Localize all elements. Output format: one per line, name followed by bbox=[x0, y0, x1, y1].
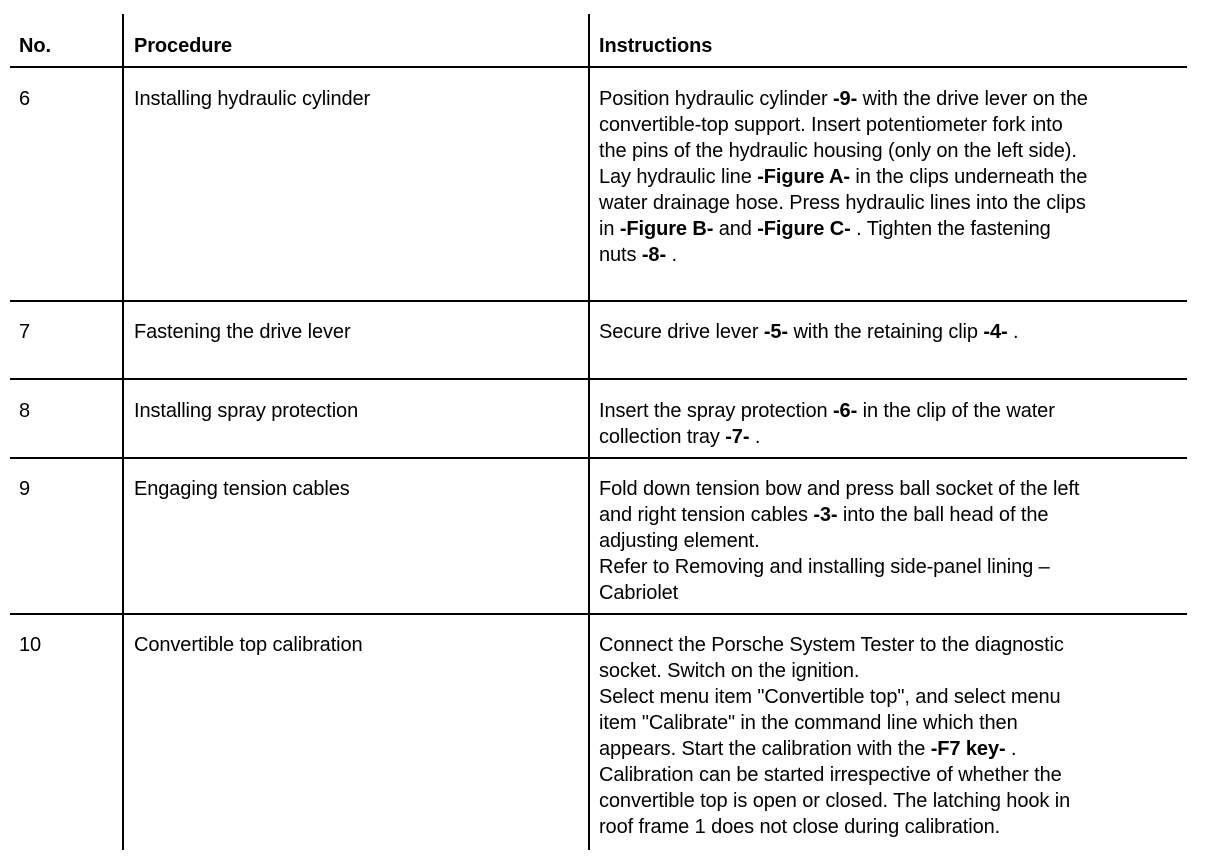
instruction-text: in the clips underneath the bbox=[849, 166, 1088, 188]
instruction-line bbox=[599, 138, 1185, 164]
part-reference: -Figure A- bbox=[757, 166, 850, 188]
row-procedure: Fastening the drive lever bbox=[134, 321, 351, 343]
part-reference: -9- bbox=[832, 88, 858, 110]
header-no: No. bbox=[19, 35, 51, 57]
instruction-line bbox=[599, 190, 1185, 216]
instruction-line bbox=[599, 554, 1185, 580]
instruction-text: into the ball head of the bbox=[837, 504, 1049, 526]
instruction-text: and right tension cables bbox=[599, 504, 814, 526]
row-number: 6 bbox=[19, 88, 31, 110]
instruction-line bbox=[599, 164, 1185, 190]
instruction-text: appears. Start the calibration with the bbox=[599, 738, 931, 760]
instruction-text: Connect the Porsche System Tester to the diagnostic bbox=[599, 634, 1064, 656]
row-instructions bbox=[599, 398, 1185, 450]
instruction-text: . Tighten the fastening bbox=[850, 218, 1051, 240]
row-procedure: Convertible top calibration bbox=[134, 634, 363, 656]
instruction-line bbox=[599, 319, 1185, 345]
instruction-text: water drainage hose. Press hydraulic lines into the clips bbox=[599, 192, 1086, 214]
instruction-text: . bbox=[749, 426, 761, 448]
instruction-text: the pins of the hydraulic housing (only on the left side). bbox=[599, 140, 1077, 162]
instruction-text: Secure drive lever bbox=[599, 321, 764, 343]
instruction-line bbox=[599, 424, 1185, 450]
row-instructions bbox=[599, 86, 1185, 268]
row-number: 9 bbox=[19, 478, 31, 500]
instruction-text: in the clip of the water bbox=[857, 400, 1055, 422]
procedure-table bbox=[10, 14, 1187, 850]
part-reference: -Figure C- bbox=[757, 218, 851, 240]
instruction-text: roof frame 1 does not close during calibration. bbox=[599, 816, 1001, 838]
instruction-text: . bbox=[1005, 738, 1017, 760]
instruction-text: with the retaining clip bbox=[788, 321, 984, 343]
part-reference: -F7 key- bbox=[930, 738, 1006, 760]
instruction-text: and bbox=[713, 218, 758, 240]
header-procedure: Procedure bbox=[134, 35, 233, 57]
instruction-line bbox=[599, 528, 1185, 554]
instruction-line bbox=[599, 684, 1185, 710]
instruction-text: Position hydraulic cylinder bbox=[599, 88, 833, 110]
part-reference: -8- bbox=[641, 244, 667, 266]
row-divider bbox=[10, 613, 1187, 615]
instruction-text: Select menu item "Convertible top", and select menu bbox=[599, 686, 1061, 708]
instruction-line bbox=[599, 658, 1185, 684]
instruction-text: nuts bbox=[599, 244, 642, 266]
row-instructions bbox=[599, 632, 1185, 840]
instruction-line bbox=[599, 112, 1185, 138]
row-procedure: Engaging tension cables bbox=[134, 478, 350, 500]
row-divider bbox=[10, 300, 1187, 302]
instruction-text: convertible-top support. Insert potentiometer fork into bbox=[599, 114, 1063, 136]
row-number: 8 bbox=[19, 400, 31, 422]
instruction-line bbox=[599, 502, 1185, 528]
instruction-line bbox=[599, 242, 1185, 268]
instruction-line bbox=[599, 580, 1185, 606]
instruction-text: Refer to Removing and installing side-panel lining – bbox=[599, 556, 1050, 578]
column-divider bbox=[588, 14, 590, 850]
instruction-text: Lay hydraulic line bbox=[599, 166, 758, 188]
instruction-text: in bbox=[599, 218, 620, 240]
instruction-text: socket. Switch on the ignition. bbox=[599, 660, 860, 682]
instruction-text: item "Calibrate" in the command line which then bbox=[599, 712, 1018, 734]
instruction-text: . bbox=[1007, 321, 1019, 343]
instruction-text: Cabriolet bbox=[599, 582, 679, 604]
row-number: 7 bbox=[19, 321, 31, 343]
header-divider bbox=[10, 66, 1187, 68]
instruction-line bbox=[599, 788, 1185, 814]
instruction-line bbox=[599, 736, 1185, 762]
part-reference: -7- bbox=[725, 426, 750, 448]
instruction-line bbox=[599, 710, 1185, 736]
instruction-line bbox=[599, 814, 1185, 840]
row-number: 10 bbox=[19, 634, 42, 656]
part-reference: -Figure B- bbox=[619, 218, 714, 240]
instruction-text: Calibration can be started irrespective of whether the bbox=[599, 764, 1062, 786]
instruction-text: collection tray bbox=[599, 426, 726, 448]
instruction-line bbox=[599, 398, 1185, 424]
part-reference: -5- bbox=[763, 321, 788, 343]
instruction-text: . bbox=[666, 244, 677, 266]
instruction-text: convertible top is open or closed. The latching hook in bbox=[599, 790, 1071, 812]
instruction-line bbox=[599, 86, 1185, 112]
instruction-text: Insert the spray protection bbox=[599, 400, 833, 422]
instruction-text: adjusting element. bbox=[599, 530, 760, 552]
header-instructions: Instructions bbox=[599, 35, 713, 57]
row-procedure: Installing spray protection bbox=[134, 400, 359, 422]
part-reference: -6- bbox=[833, 400, 858, 422]
part-reference: -3- bbox=[813, 504, 838, 526]
instruction-line bbox=[599, 762, 1185, 788]
instruction-line bbox=[599, 632, 1185, 658]
instruction-line bbox=[599, 476, 1185, 502]
row-instructions bbox=[599, 319, 1185, 345]
row-instructions bbox=[599, 476, 1185, 606]
instruction-text: with the drive lever on the bbox=[857, 88, 1088, 110]
instruction-line bbox=[599, 216, 1185, 242]
row-divider bbox=[10, 378, 1187, 380]
row-divider bbox=[10, 457, 1187, 459]
instruction-text: Fold down tension bow and press ball socket of the left bbox=[599, 478, 1080, 500]
row-procedure: Installing hydraulic cylinder bbox=[134, 88, 371, 110]
part-reference: -4- bbox=[983, 321, 1008, 343]
column-divider bbox=[122, 14, 124, 850]
